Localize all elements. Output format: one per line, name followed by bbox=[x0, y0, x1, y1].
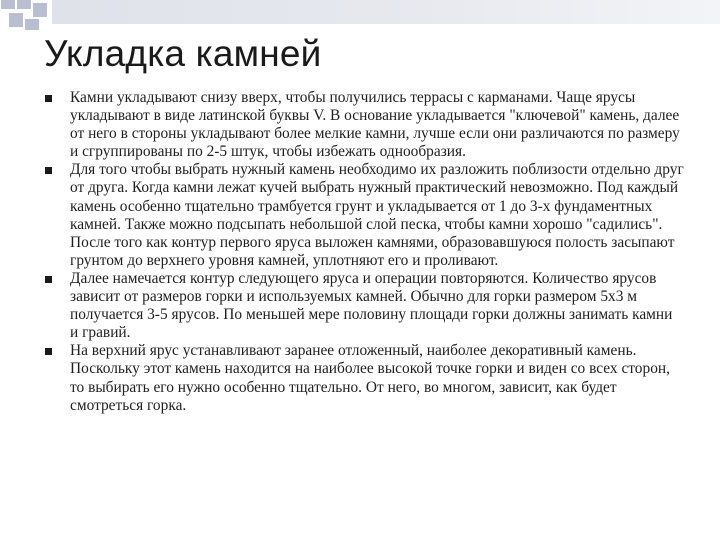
square-bullet-icon bbox=[45, 276, 52, 283]
bullet-item bbox=[44, 270, 684, 342]
bullet-item bbox=[44, 161, 684, 270]
header-stripe bbox=[52, 0, 720, 24]
square-bullet-icon bbox=[45, 167, 52, 174]
bullet-list bbox=[44, 89, 684, 415]
decor-square bbox=[0, 0, 16, 10]
bullet-item bbox=[44, 89, 684, 161]
decor-square bbox=[24, 18, 40, 30]
bullet-text: Камни укладывают снизу вверх, чтобы получились террасы с карманами. Чаще ярусы укладывают в виде латинской буквы V. В основание укладывается "ключевой" камень, далее от него в стороны укладывают более мелкие камни, лучше если они различаются по размеру и сгруппированы по 2-5 штук, чтобы избежать однообразия. bbox=[70, 89, 680, 161]
bullet-text: Далее намечается контур следующего яруса и операции повторяются. Количество ярусов зависит от размеров горки и используемых камней. Обычно для горки размером 5х3 м получается 3-5 ярусов. По меньшей мере половину площади горки должны занимать камни и гравий. bbox=[70, 269, 673, 342]
bullet-text: Для того чтобы выбрать нужный камень необходимо их разложить поблизости отдельно друг от друга. Когда камни лежат кучей выбрать нужный практический невозможно. Под каждый камень особенно тщательно трамбуется грунт и укладывается от 1 до 3-х фундаментных камней. Также можно подсыпать небольшой слой песка, чтобы камни хорошо "садились". После того как контур первого яруса выложен камнями, образовавшуюся полость засыпают грунтом до верхнего уровня камней, уплотняют его и проливают. bbox=[70, 161, 684, 269]
slide-title: Укладка камней bbox=[44, 33, 322, 74]
decor-square bbox=[32, 2, 48, 18]
square-bullet-icon bbox=[45, 95, 52, 102]
header-decoration bbox=[0, 0, 720, 30]
bullet-text: На верхний ярус устанавливают заранее отложенный, наиболее декоративный камень. Поскольку этот камень находится на наиболее высокой точке горки и виден со всех сторон, то выбирать его нужно особенно тщательно. От него, во многом, зависит, как будет смотреться горка. bbox=[70, 342, 670, 414]
square-bullet-icon bbox=[45, 348, 52, 355]
decor-square bbox=[16, 0, 32, 10]
decor-square bbox=[8, 12, 24, 28]
bullet-item bbox=[44, 342, 684, 414]
